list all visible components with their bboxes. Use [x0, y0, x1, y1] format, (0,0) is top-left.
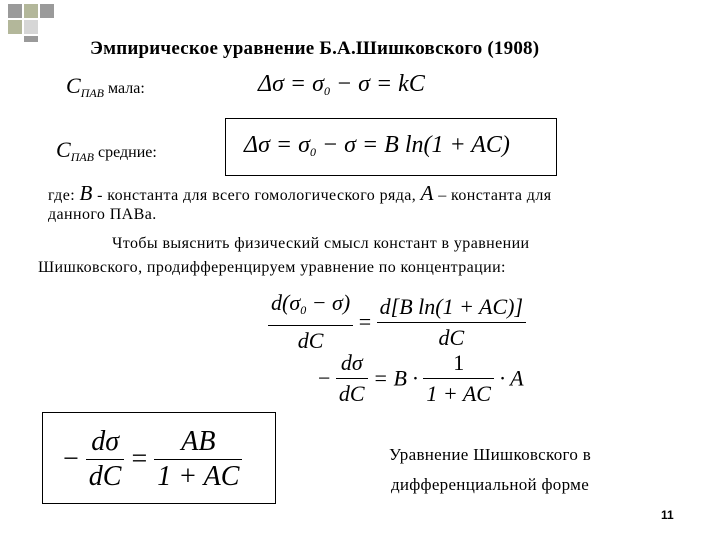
d2-minus: −: [318, 365, 331, 391]
d2-rhs-den: 1 + AC: [426, 381, 491, 406]
derivative-equation-2: [318, 348, 524, 409]
paragraph-line-1: Чтобы выяснить физический смысл констант в уравнении: [112, 235, 530, 252]
eq-medium-sub: 0: [309, 145, 316, 159]
final-lhs-num: dσ: [86, 425, 125, 460]
case-small-label: [66, 73, 145, 101]
final-equals: =: [131, 443, 148, 475]
equation-small: [258, 71, 425, 99]
final-rhs-den: 1 + AC: [157, 461, 240, 492]
slide-title: Эмпирическое уравнение Б.А.Шишковского (1908): [90, 38, 540, 59]
equation-medium: [244, 132, 510, 160]
d2-mid: = B ·: [373, 365, 418, 391]
final-caption: [340, 440, 640, 500]
decor-square: [24, 20, 38, 34]
d1-lhs-num-a: d(σ: [271, 290, 301, 315]
corner-decoration: [0, 0, 70, 45]
d1-lhs-den: dC: [297, 328, 324, 353]
a-symbol: A: [420, 181, 434, 205]
derivative-2-lhs: [336, 348, 368, 409]
caption-line-2: дифференциальной форме: [390, 475, 590, 494]
eq-medium-left: Δσ = σ: [244, 132, 310, 158]
final-lhs: [86, 425, 125, 494]
a-description: – константа для: [438, 187, 552, 204]
page-number: 11: [661, 508, 674, 522]
paragraph-line-2: Шишковского, продифференцируем уравнение по концентрации:: [38, 259, 506, 276]
case-medium-label: [56, 137, 157, 165]
final-equation: [63, 425, 242, 494]
final-rhs: [154, 425, 242, 494]
eq-medium-right: − σ = B ln(1 + AC): [321, 132, 510, 158]
d2-lhs-den: dC: [338, 381, 365, 406]
derivative-1-rhs: [377, 292, 526, 353]
where-line-2: данного ПАВа.: [48, 206, 157, 223]
final-equation-box: [42, 412, 276, 504]
derivative-equation-1: $\frac{d(\sigma_0 - \sigma)}{dC}$ = $\frac{\text{d[B ln(1 + AC)]}}{dC}$: [268, 288, 526, 356]
case-medium-text: средние:: [98, 144, 157, 161]
where-line: [48, 181, 551, 206]
decor-square: [40, 4, 54, 18]
decor-square: [24, 4, 38, 18]
d1-rhs-den: dC: [438, 324, 465, 350]
final-rhs-num: AB: [154, 425, 242, 460]
derivative-2-rhs: [423, 348, 494, 409]
decor-square: [24, 36, 38, 42]
conc-subscript: ПАВ: [70, 150, 95, 164]
where-prefix: где:: [48, 187, 76, 204]
eq-small-right: − σ = kC: [335, 71, 425, 97]
decor-square: [8, 4, 22, 18]
equation-medium-box: [225, 118, 557, 176]
d2-rhs-num: 1: [423, 348, 494, 379]
decor-square: [8, 20, 22, 34]
d2-lhs-num: dσ: [336, 348, 368, 379]
d1-lhs-num-b: − σ): [306, 290, 351, 315]
case-small-text: мала:: [108, 80, 145, 97]
final-lhs-den: dC: [88, 461, 122, 492]
conc-subscript: ПАВ: [80, 86, 105, 100]
final-minus: −: [63, 443, 79, 475]
eq-small-sub: 0: [323, 84, 330, 98]
b-symbol: B: [79, 181, 93, 205]
conc-symbol: C: [66, 73, 81, 98]
caption-line-1: Уравнение Шишковского в: [388, 445, 592, 464]
d1-lhs-num-sub: 0: [300, 303, 307, 317]
eq-small-left: Δσ = σ: [258, 71, 324, 97]
d1-rhs-num: d[B ln(1 + AC)]: [377, 292, 526, 323]
conc-symbol: C: [56, 137, 71, 162]
b-description: - константа для всего гомологического ряда,: [97, 187, 417, 204]
derivative-1-lhs: [268, 288, 353, 356]
d2-tail: · A: [499, 365, 524, 391]
